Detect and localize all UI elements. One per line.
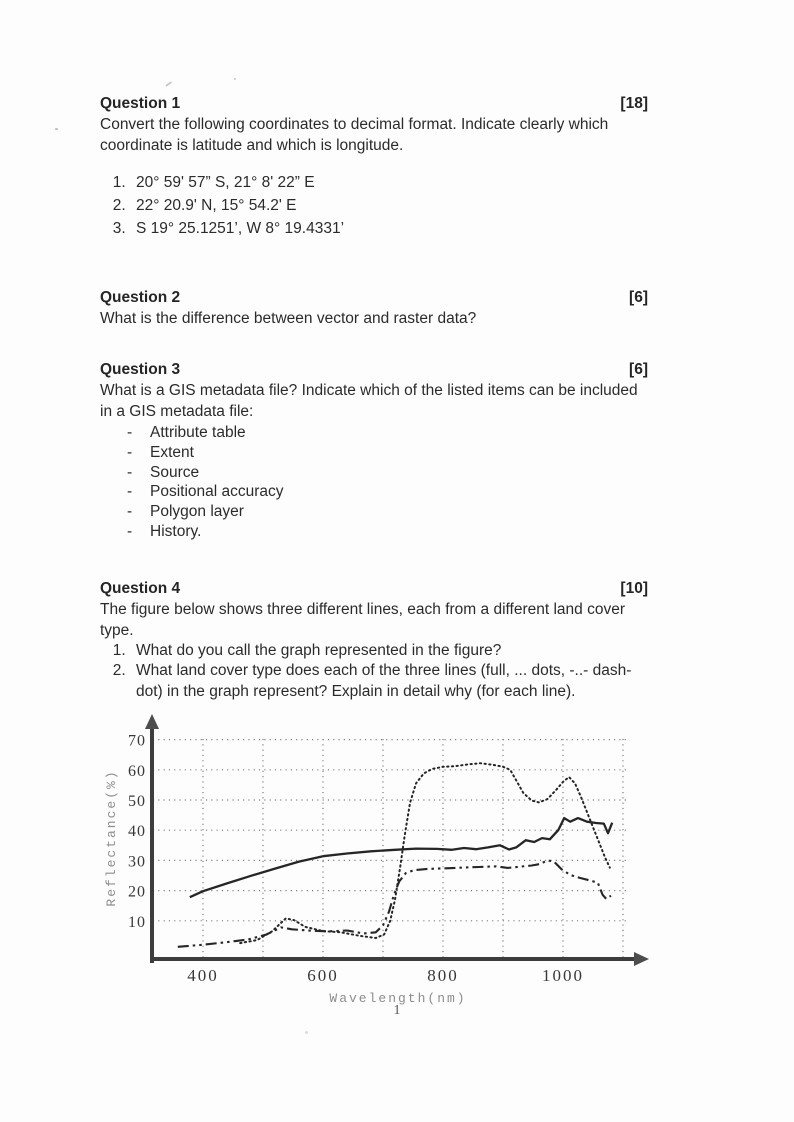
coordinate-list bbox=[100, 172, 648, 239]
question-2-marks: [6] bbox=[629, 289, 648, 306]
coordinate-item: 2. 22° 20.9' N, 15° 54.2' E bbox=[130, 195, 648, 216]
y-tick-label: 60 bbox=[128, 763, 146, 781]
question-1-marks: [18] bbox=[620, 95, 648, 112]
metadata-item: - Polygon layer bbox=[127, 502, 648, 522]
coordinate-item: 3. S 19° 25.1251’, W 8° 19.4331’ bbox=[130, 218, 648, 239]
scan-artifact bbox=[165, 81, 172, 86]
question-3-heading bbox=[100, 359, 648, 380]
question-3-title: Question 3 bbox=[100, 361, 181, 378]
question-3-body: What is a GIS metadata file? Indicate which of the listed items can be included in a GIS metadata file: bbox=[100, 382, 638, 420]
question-4-marks: [10] bbox=[620, 579, 648, 597]
x-tick-label: 800 bbox=[427, 966, 459, 986]
question-4-title: Question 4 bbox=[100, 579, 181, 597]
question-2-heading bbox=[100, 287, 648, 308]
x-tick-label: 600 bbox=[307, 966, 339, 986]
page-number: 1 bbox=[393, 1003, 401, 1018]
question-2-body: What is the difference between vector and raster data? bbox=[100, 310, 477, 327]
metadata-item: - History. bbox=[127, 522, 648, 542]
question-2-title: Question 2 bbox=[100, 289, 181, 306]
y-tick-label: 10 bbox=[128, 914, 146, 932]
metadata-item: - Attribute table bbox=[127, 423, 648, 443]
question-1-body: Convert the following coordinates to decimal format. Indicate clearly which coordinate is latitude and which is longitude. bbox=[100, 116, 609, 154]
question-4-subquestions bbox=[100, 641, 648, 703]
reflectance-chart bbox=[100, 713, 665, 1013]
x-axis-label: Wavelength(nm) bbox=[329, 991, 467, 1007]
question-2 bbox=[100, 287, 648, 329]
question-4-body: The figure below shows three different lines, each from a different land cover type. bbox=[100, 600, 625, 639]
metadata-item-list bbox=[100, 423, 648, 542]
x-axis-arrow-icon bbox=[634, 952, 649, 966]
question-4-heading bbox=[100, 578, 648, 599]
coordinate-item: 1. 20° 59' 57” S, 21° 8' 22” E bbox=[130, 172, 648, 193]
x-tick-label: 400 bbox=[187, 966, 219, 986]
scan-artifact bbox=[234, 78, 236, 80]
scan-artifact bbox=[55, 128, 58, 130]
y-axis-arrow-icon bbox=[145, 714, 159, 729]
metadata-item: - Positional accuracy bbox=[127, 482, 648, 502]
y-tick-label: 40 bbox=[128, 823, 146, 841]
y-tick-label: 50 bbox=[128, 793, 146, 811]
metadata-item: - Extent bbox=[127, 443, 648, 463]
series-dots bbox=[240, 763, 610, 943]
scan-artifact bbox=[305, 1031, 308, 1034]
question-3 bbox=[100, 359, 648, 542]
y-tick-label: 70 bbox=[128, 732, 146, 750]
subquestion-item: 2. What land cover type does each of the three lines (full, ... dots, -..- dash-dot) in the graph represent? Explain in detail why (for each line). bbox=[130, 661, 648, 702]
question-4 bbox=[100, 578, 648, 703]
metadata-item: - Source bbox=[127, 463, 648, 483]
y-axis-label: Reflectance(%) bbox=[104, 769, 119, 907]
subquestion-item: 1. What do you call the graph represented in the figure? bbox=[130, 641, 648, 662]
question-1 bbox=[100, 93, 648, 239]
y-tick-label: 30 bbox=[128, 853, 146, 871]
question-1-heading bbox=[100, 93, 648, 114]
y-tick-label: 20 bbox=[128, 883, 146, 901]
question-3-marks: [6] bbox=[629, 361, 648, 378]
x-tick-label: 1000 bbox=[542, 966, 584, 986]
question-1-title: Question 1 bbox=[100, 95, 181, 112]
reflectance-figure bbox=[100, 713, 648, 1019]
